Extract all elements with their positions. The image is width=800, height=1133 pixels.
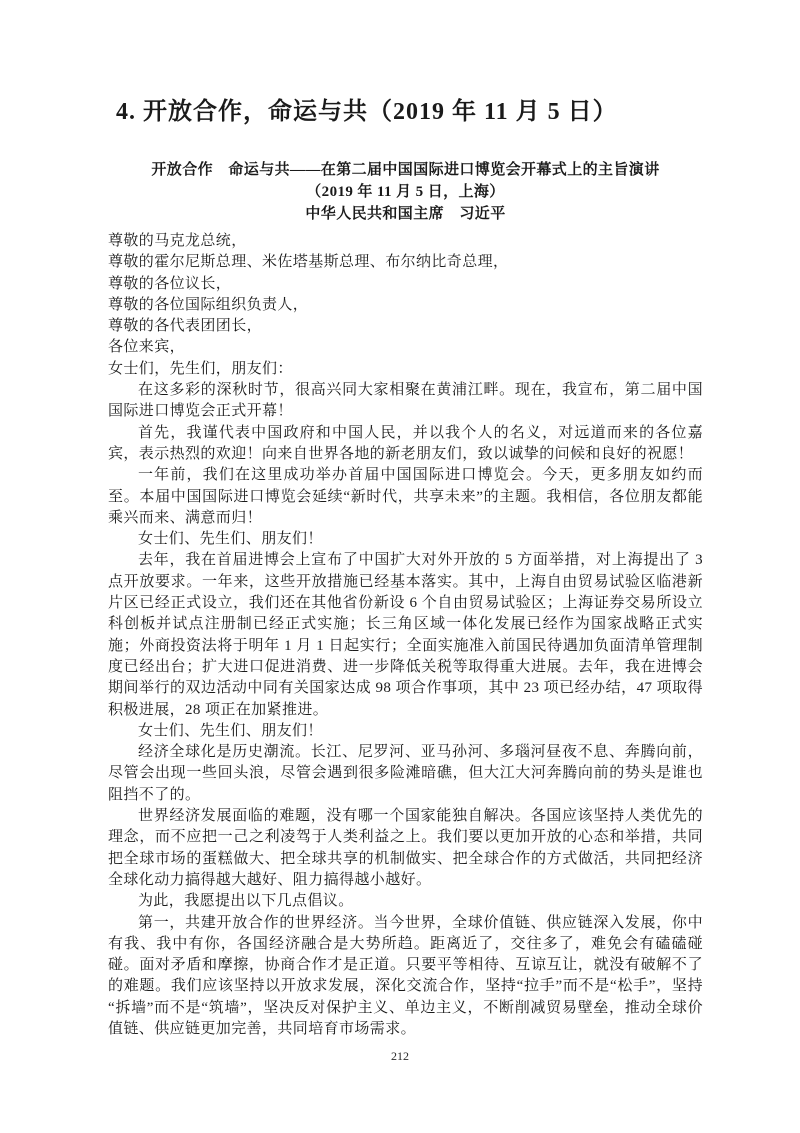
paragraph: 尊敬的霍尔尼斯总理、米佐塔基斯总理、布尔纳比奇总理， [108,254,509,271]
speech-date-location: （2019 年 11 月 5 日，上海） [306,184,505,200]
paragraph: 尊敬的各位议长， [108,275,232,292]
paragraph: 首先，我谨代表中国政府和中国人民，并以我个人的名义，对远道而来的各位嘉宾，表示热烈的欢迎！向来自世界各地的新老朋友们，致以诚挚的问候和良好的祝愿！ [108,424,703,462]
speech-title-block [108,159,703,225]
paragraph: 一年前，我们在这里成功举办首届中国国际进口博览会。今天，更多朋友如约而至。本届中国国际进口博览会延续“新时代，共享未来”的主题。我相信，各位朋友都能乘兴而来、满意而归！ [108,467,703,526]
paragraph: 经济全球化是历史潮流。长江、尼罗河、亚马孙河、多瑙河昼夜不息、奔腾向前，尽管会出现一些回头浪，尽管会遇到很多险滩暗礁，但大江大河奔腾向前的势头是谁也阻挡不了的。 [108,744,703,803]
speech-body [108,231,703,1040]
paragraph: 各位来宾， [108,339,186,356]
page-content [108,0,703,1040]
paragraph: 女士们，先生们，朋友们： [108,360,293,377]
chapter-heading: 4. 开放合作，命运与共（2019 年 11 月 5 日） [116,99,618,125]
paragraph: 世界经济发展面临的难题，没有哪一个国家能独自解决。各国应该坚持人类优先的理念，而不应把一己之利凌驾于人类利益之上。我们要以更加开放的心态和举措，共同把全球市场的蛋糕做大、把全球共享的机制做实、把全球合作的方式做活，共同把经济全球化动力搞得越大越好、阻力搞得越小越好。 [108,808,703,888]
paragraph: 去年，我在首届进博会上宣布了中国扩大对外开放的 5 方面举措，对上海提出了 3 点开放要求。一年来，这些开放措施已经基本落实。其中，上海自由贸易试验区临港新片区已经正式设立，我们还在其他省份新设 6 个自由贸易试验区；上海证券交易所设立科创板并试点注册制已经正式实施；长三角区域一体化发展已经作为国家战略正式实施；外商投资法将于明年 1 月 1 日起实行；全面实施准入前国民待遇加负面清单管理制度已经出台；扩大进口促进消费、进一步降低关税等取得重大进展。去年，我在进博会期间举行的双边活动中同有关国家达成 98 项合作事项，其中 23 项已经办结，47 项取得积极进展，28 项正在加紧推进。 [108,552,703,718]
speech-title: 开放合作 命运与共——在第二届中国国际进口博览会开幕式上的主旨演讲 [151,162,660,178]
paragraph: 女士们、先生们、朋友们！ [138,531,323,548]
paragraph: 尊敬的各代表团团长， [108,318,263,335]
paragraph: 第一，共建开放合作的世界经济。当今世界，全球价值链、供应链深入发展，你中有我、我中有你，各国经济融合是大势所趋。距离近了，交往多了，难免会有磕磕碰碰。面对矛盾和摩擦，协商合作才是正道。只要平等相待、互谅互让，就没有破解不了的难题。我们应该坚持以开放求发展，深化交流合作，坚持“拉手”而不是“松手”，坚持“拆墙”而不是“筑墙”，坚决反对保护主义、单边主义，不断削减贸易壁垒，推动全球价值链、供应链更加完善，共同培育市场需求。 [108,914,703,1037]
paragraph: 为此，我愿提出以下几点倡议。 [138,893,354,910]
speech-author: 中华人民共和国主席 习近平 [305,206,506,222]
page-number: 212 [391,1049,409,1063]
paragraph: 在这多彩的深秋时节，很高兴同大家相聚在黄浦江畔。现在，我宣布，第二届中国国际进口博览会正式开幕！ [108,382,703,420]
paragraph: 尊敬的各位国际组织负责人， [108,296,309,313]
paragraph: 尊敬的马克龙总统， [108,233,247,249]
paragraph: 女士们、先生们、朋友们！ [138,722,323,739]
